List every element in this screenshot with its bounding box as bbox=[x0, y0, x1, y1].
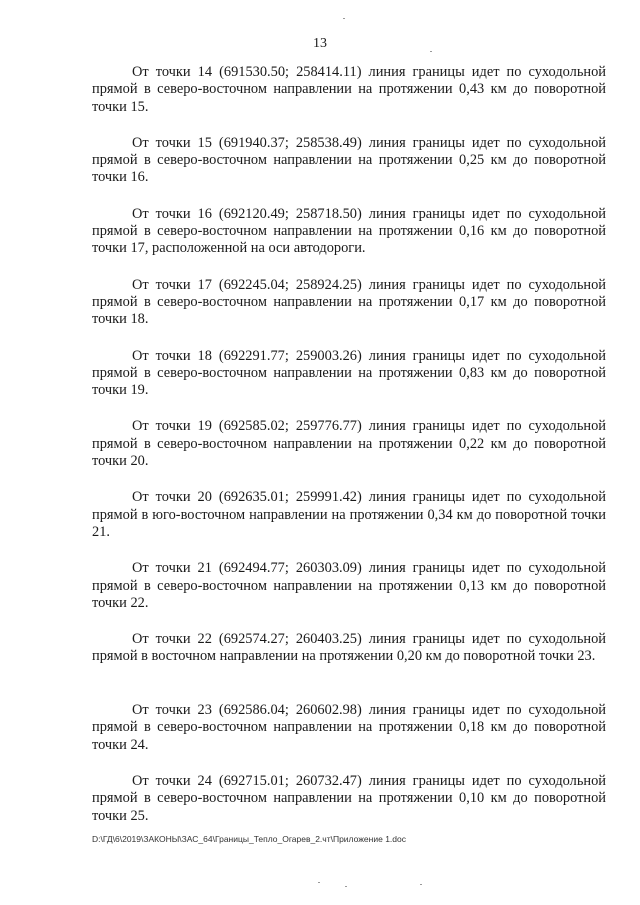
paragraph-point-15: От точки 15 (691940.37; 258538.49) линия границы идет по суходольной прямой в северо-восточном направлении на протяжении 0,25 км до поворотной точки 16. bbox=[92, 134, 606, 186]
paragraph-point-19: От точки 19 (692585.02; 259776.77) линия границы идет по суходольной прямой в северо-восточном направлении на протяжении 0,22 км до поворотной точки 20. bbox=[92, 418, 606, 470]
scan-speck bbox=[343, 18, 345, 19]
paragraph-point-18: От точки 18 (692291.77; 259003.26) линия границы идет по суходольной прямой в северо-восточном направлении на протяжении 0,83 км до поворотной точки 19. bbox=[92, 347, 606, 399]
scan-speck bbox=[345, 886, 347, 887]
paragraph-point-24: От точки 24 (692715.01; 260732.47) линия границы идет по суходольной прямой в северо-восточном направлении на протяжении 0,10 км до поворотной точки 25. bbox=[92, 772, 606, 824]
scan-speck bbox=[318, 882, 320, 883]
paragraph-point-22: От точки 22 (692574.27; 260403.25) линия границы идет по суходольной прямой в восточном направлении на протяжении 0,20 км до поворотной точки 23. bbox=[92, 631, 606, 665]
paragraph-point-14: От точки 14 (691530.50; 258414.11) линия границы идет по суходольной прямой в северо-восточном направлении на протяжении 0,43 км до поворотной точки 15. bbox=[92, 64, 606, 115]
paragraph-point-23: От точки 23 (692586.04; 260602.98) линия границы идет по суходольной прямой в северо-восточном направлении на протяжении 0,18 км до поворотной точки 24. bbox=[92, 702, 606, 753]
paragraph-point-16: От точки 16 (692120.49; 258718.50) линия границы идет по суходольной прямой в северо-восточном направлении на протяжении 0,16 км до поворотной точки 17, расположенной на оси автодороги. bbox=[92, 205, 606, 257]
footer-file-path: D:\ГД\6\2019\ЗАКОНЫ\ЗАС_64\Границы_Тепло_Огарев_2.чт\Приложение 1.doc bbox=[92, 834, 406, 844]
paragraph-point-17: От точки 17 (692245.04; 258924.25) линия границы идет по суходольной прямой в северо-восточном направлении на протяжении 0,17 км до поворотной точки 18. bbox=[92, 276, 606, 328]
paragraph-point-20: От точки 20 (692635.01; 259991.42) линия границы идет по суходольной прямой в юго-восточном направлении на протяжении 0,34 км до поворотной точки 21. bbox=[92, 489, 606, 540]
scan-speck bbox=[420, 884, 422, 885]
paragraph-point-21: От точки 21 (692494.77; 260303.09) линия границы идет по суходольной прямой в северо-восточном направлении на протяжении 0,13 км до поворотной точки 22. bbox=[92, 560, 606, 611]
scan-speck bbox=[430, 51, 432, 52]
page-number: 13 bbox=[313, 36, 327, 51]
document-body bbox=[92, 64, 606, 844]
